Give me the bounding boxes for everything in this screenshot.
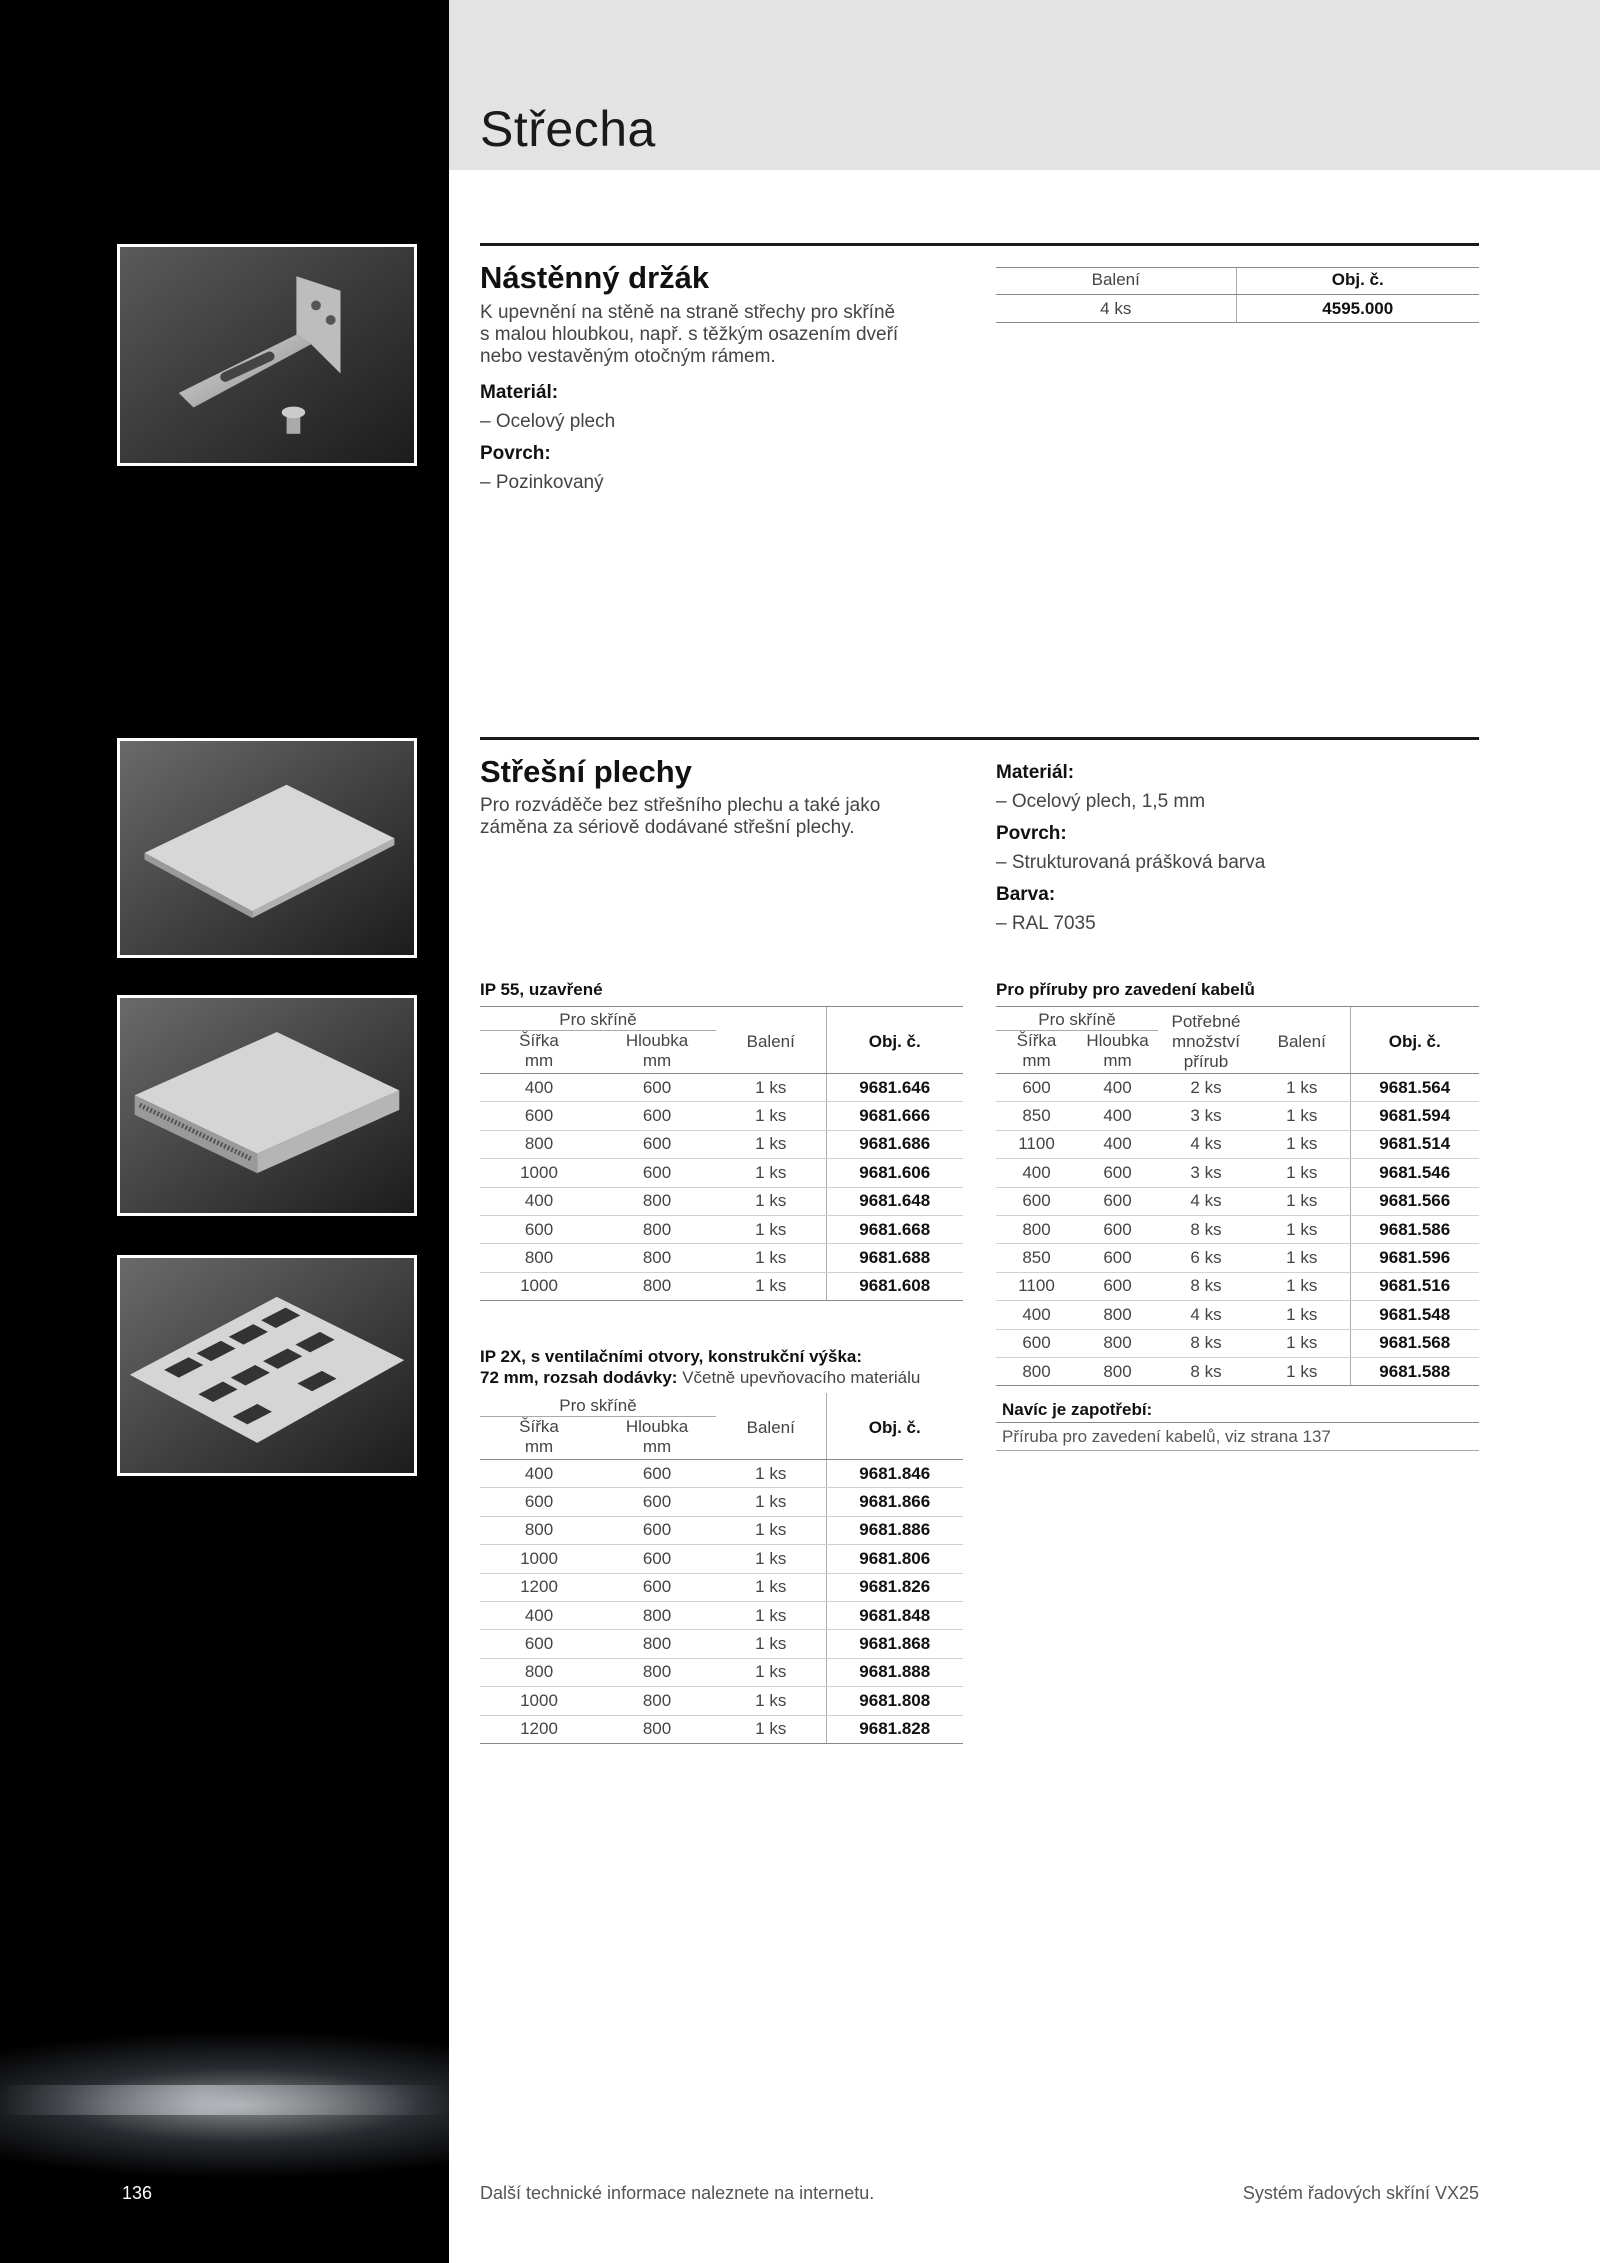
flanges-cell-width: 1100	[996, 1130, 1077, 1158]
ip55-cell-packaging: 1 ks	[716, 1074, 826, 1102]
ip55-col-order: Obj. č.	[826, 1007, 963, 1074]
ip2x-cell-depth: 600	[598, 1460, 716, 1488]
ip55-cell-order: 9681.688	[826, 1244, 963, 1272]
ip2x-cell-width: 600	[480, 1488, 598, 1516]
ip2x-cell-order: 9681.806	[826, 1545, 963, 1573]
ip55-cell-order: 9681.648	[826, 1187, 963, 1215]
flanges-cell-qty: 4 ks	[1158, 1187, 1254, 1215]
flanges-cell-depth: 400	[1077, 1130, 1158, 1158]
flanges-table-body	[996, 1074, 1479, 1386]
table-row	[996, 1215, 1479, 1243]
table-row	[480, 1573, 963, 1601]
flanges-col-depth-unit: mm	[1103, 1051, 1132, 1070]
ip2x-cell-packaging: 1 ks	[716, 1658, 826, 1686]
flanges-cell-packaging: 1 ks	[1254, 1301, 1350, 1329]
wall-bracket-title: Nástěnný držák	[480, 260, 710, 295]
ip55-cell-width: 600	[480, 1215, 598, 1243]
flanges-col-packaging: Balení	[1254, 1007, 1350, 1074]
flanges-cell-qty: 8 ks	[1158, 1215, 1254, 1243]
ip2x-cell-depth: 800	[598, 1687, 716, 1715]
ip2x-cell-depth: 800	[598, 1715, 716, 1743]
table-row	[480, 1272, 963, 1300]
roof-plates-description: Pro rozváděče bez střešního plechu a také jako záměna za sériově dodávané střešní plechy.	[480, 795, 881, 838]
flanges-cell-qty: 8 ks	[1158, 1272, 1254, 1300]
ip2x-cell-width: 400	[480, 1460, 598, 1488]
table-row	[480, 1687, 963, 1715]
table-row	[996, 1357, 1479, 1385]
ip55-cell-packaging: 1 ks	[716, 1159, 826, 1187]
ip55-col-width-unit: mm	[524, 1051, 554, 1070]
section-rule-roof-plates	[480, 737, 1479, 740]
flanges-cell-width: 800	[996, 1215, 1077, 1243]
table-row	[996, 295, 1479, 323]
ip2x-col-depth	[598, 1417, 716, 1460]
table-row	[996, 1329, 1479, 1357]
page-number: 136	[122, 2183, 153, 2203]
table-row	[480, 1601, 963, 1629]
ip55-cell-depth: 800	[598, 1187, 716, 1215]
ip55-cell-depth: 600	[598, 1102, 716, 1130]
flanges-col-depth	[1077, 1031, 1158, 1074]
ip2x-title-line2-bold: 72 mm, rozsah dodávky:	[480, 1368, 678, 1387]
ip2x-cell-width: 1000	[480, 1545, 598, 1573]
roof-plates-surface-label: Povrch:	[996, 823, 1067, 844]
flanges-cell-depth: 800	[1077, 1357, 1158, 1385]
table-row	[480, 1545, 963, 1573]
ip2x-cell-depth: 600	[598, 1516, 716, 1544]
table-row	[480, 1488, 963, 1516]
flanges-cell-qty: 3 ks	[1158, 1102, 1254, 1130]
footer-right-text: Systém řadových skříní VX25	[1242, 2183, 1479, 2203]
roof-plates-specs	[996, 758, 1265, 941]
ip55-cell-packaging: 1 ks	[716, 1187, 826, 1215]
table-row	[996, 1102, 1479, 1130]
flanges-cell-width: 850	[996, 1102, 1077, 1130]
ip55-cell-packaging: 1 ks	[716, 1244, 826, 1272]
flanges-table	[996, 1006, 1479, 1386]
flanges-cell-depth: 600	[1077, 1272, 1158, 1300]
table-row	[996, 1301, 1479, 1329]
flanges-cell-width: 1100	[996, 1272, 1077, 1300]
flanges-cell-packaging: 1 ks	[1254, 1159, 1350, 1187]
ip2x-cell-packaging: 1 ks	[716, 1545, 826, 1573]
table-row	[480, 1244, 963, 1272]
ip55-cell-packaging: 1 ks	[716, 1130, 826, 1158]
ip2x-col-width-label: Šířka	[519, 1417, 559, 1436]
ip55-cell-order: 9681.686	[826, 1130, 963, 1158]
wall-bracket-surface-label: Povrch:	[480, 443, 551, 464]
table-row	[480, 1630, 963, 1658]
flanges-cell-width: 400	[996, 1301, 1077, 1329]
flanges-cell-width: 400	[996, 1159, 1077, 1187]
ip2x-plate-photo	[117, 1255, 417, 1476]
ip55-cell-packaging: 1 ks	[716, 1215, 826, 1243]
ip2x-cell-packaging: 1 ks	[716, 1687, 826, 1715]
flanges-note-link[interactable]: Příruba pro zavedení kabelů, viz strana 137	[996, 1423, 1479, 1451]
ip55-plate-photo	[117, 995, 417, 1216]
table-row	[480, 1159, 963, 1187]
ip2x-title	[480, 1346, 920, 1388]
flanges-cell-order: 9681.588	[1350, 1357, 1479, 1385]
ip2x-cell-width: 400	[480, 1601, 598, 1629]
ip55-cell-width: 600	[480, 1102, 598, 1130]
table-row	[480, 1516, 963, 1544]
flanges-cell-order: 9681.594	[1350, 1102, 1479, 1130]
ip55-cell-width: 800	[480, 1130, 598, 1158]
roof-plates-surface-value: – Strukturovaná prášková barva	[996, 852, 1266, 873]
flanges-col-order: Obj. č.	[1350, 1007, 1479, 1074]
flanges-cell-depth: 600	[1077, 1215, 1158, 1243]
flanges-cell-qty: 6 ks	[1158, 1244, 1254, 1272]
ip55-cell-width: 400	[480, 1187, 598, 1215]
ip55-cell-depth: 800	[598, 1272, 716, 1300]
ip55-group-header: Pro skříně	[480, 1007, 716, 1031]
table-row	[480, 1658, 963, 1686]
ip2x-cell-packaging: 1 ks	[716, 1488, 826, 1516]
ip55-cell-order: 9681.668	[826, 1215, 963, 1243]
ip2x-cell-width: 800	[480, 1516, 598, 1544]
ip55-cell-width: 400	[480, 1074, 598, 1102]
flanges-col-qty-l1: Potřebné	[1171, 1011, 1241, 1031]
flanges-col-width-unit: mm	[1022, 1051, 1051, 1070]
ip55-cell-depth: 800	[598, 1215, 716, 1243]
table-row	[480, 1130, 963, 1158]
ip55-table	[480, 1006, 963, 1301]
flanges-cell-packaging: 1 ks	[1254, 1187, 1350, 1215]
ip55-cell-packaging: 1 ks	[716, 1102, 826, 1130]
ip2x-cell-width: 1200	[480, 1715, 598, 1743]
ip2x-cell-depth: 800	[598, 1630, 716, 1658]
flanges-cell-depth: 400	[1077, 1074, 1158, 1102]
ip2x-cell-packaging: 1 ks	[716, 1715, 826, 1743]
wall-bracket-surface-value: – Pozinkovaný	[480, 472, 604, 493]
flanges-cell-packaging: 1 ks	[1254, 1272, 1350, 1300]
flanges-col-qty	[1158, 1007, 1254, 1074]
flanges-cell-packaging: 1 ks	[1254, 1357, 1350, 1385]
flanges-cell-order: 9681.516	[1350, 1272, 1479, 1300]
footer-left-text: Další technické informace naleznete na internetu.	[480, 2183, 875, 2203]
flanges-cell-width: 800	[996, 1357, 1077, 1385]
ip2x-title-line2-light: Včetně upevňovacího materiálu	[677, 1368, 921, 1387]
ip2x-cell-packaging: 1 ks	[716, 1601, 826, 1629]
ip2x-group-header: Pro skříně	[480, 1393, 716, 1417]
ip55-cell-depth: 600	[598, 1130, 716, 1158]
ip55-cell-width: 1000	[480, 1272, 598, 1300]
ip2x-col-width-unit: mm	[524, 1437, 554, 1456]
flanges-cell-packaging: 1 ks	[1254, 1329, 1350, 1357]
table-row	[996, 1187, 1479, 1215]
flanges-cell-order: 9681.568	[1350, 1329, 1479, 1357]
wall-bracket-specs	[480, 378, 615, 500]
flanges-cell-depth: 600	[1077, 1187, 1158, 1215]
ip2x-cell-packaging: 1 ks	[716, 1630, 826, 1658]
ip2x-cell-depth: 600	[598, 1545, 716, 1573]
wall-bracket-photo	[117, 244, 417, 466]
flanges-cell-depth: 800	[1077, 1301, 1158, 1329]
flanges-title: Pro příruby pro zavedení kabelů	[996, 980, 1255, 999]
table-row	[996, 1130, 1479, 1158]
table-row	[480, 1460, 963, 1488]
flanges-cell-qty: 3 ks	[1158, 1159, 1254, 1187]
ip2x-col-width	[480, 1417, 598, 1460]
roof-plate-photo	[117, 738, 417, 958]
ip55-cell-depth: 600	[598, 1074, 716, 1102]
flanges-cell-packaging: 1 ks	[1254, 1102, 1350, 1130]
ip2x-cell-order: 9681.888	[826, 1658, 963, 1686]
ip2x-table-body	[480, 1460, 963, 1744]
table-row	[480, 1715, 963, 1743]
table-row	[480, 1074, 963, 1102]
ip2x-cell-packaging: 1 ks	[716, 1573, 826, 1601]
roof-plates-material-value: – Ocelový plech, 1,5 mm	[996, 791, 1206, 812]
roof-plates-material-label: Materiál:	[996, 762, 1075, 783]
ip2x-cell-width: 800	[480, 1658, 598, 1686]
flanges-group-header: Pro skříně	[996, 1007, 1158, 1031]
flanges-col-width-label: Šířka	[1016, 1031, 1057, 1050]
ip2x-cell-order: 9681.808	[826, 1687, 963, 1715]
ip55-cell-order: 9681.608	[826, 1272, 963, 1300]
ip55-cell-width: 800	[480, 1244, 598, 1272]
table-row	[996, 1074, 1479, 1102]
ip2x-cell-depth: 600	[598, 1573, 716, 1601]
wall-bracket-table	[996, 267, 1479, 323]
ip2x-cell-depth: 600	[598, 1488, 716, 1516]
flanges-cell-order: 9681.546	[1350, 1159, 1479, 1187]
ip2x-title-line1: IP 2X, s ventilačními otvory, konstrukční výška:	[480, 1347, 863, 1366]
ip55-col-depth	[598, 1031, 716, 1074]
ip55-col-width	[480, 1031, 598, 1074]
wall-bracket-description: K upevnění na stěně na straně střechy pro skříně s malou hloubkou, např. s těžkým osazením dveří nebo vestavěným otočným rámem.	[480, 302, 899, 367]
ip2x-cell-order: 9681.868	[826, 1630, 963, 1658]
wall-bracket-material-label: Materiál:	[480, 382, 559, 403]
flanges-col-depth-label: Hloubka	[1086, 1031, 1149, 1050]
ip55-cell-packaging: 1 ks	[716, 1272, 826, 1300]
flanges-cell-order: 9681.564	[1350, 1074, 1479, 1102]
flanges-cell-width: 850	[996, 1244, 1077, 1272]
flanges-cell-order: 9681.596	[1350, 1244, 1479, 1272]
wall-bracket-col-packaging: Balení	[996, 268, 1236, 295]
roof-plates-color-label: Barva:	[996, 884, 1056, 905]
flanges-cell-qty: 8 ks	[1158, 1357, 1254, 1385]
ip55-cell-order: 9681.666	[826, 1102, 963, 1130]
page-title: Střecha	[480, 101, 656, 157]
table-row	[996, 1272, 1479, 1300]
wall-bracket-cell-order: 4595.000	[1236, 295, 1479, 323]
flanges-cell-width: 600	[996, 1187, 1077, 1215]
table-row	[996, 1244, 1479, 1272]
flanges-cell-packaging: 1 ks	[1254, 1215, 1350, 1243]
section-rule-wall-bracket	[480, 243, 1479, 246]
sidebar-light-streak	[0, 2085, 449, 2115]
flanges-col-width	[996, 1031, 1077, 1074]
ip55-table-body	[480, 1074, 963, 1301]
table-row	[996, 1159, 1479, 1187]
flanges-cell-depth: 600	[1077, 1244, 1158, 1272]
ip2x-cell-depth: 800	[598, 1658, 716, 1686]
flanges-cell-order: 9681.586	[1350, 1215, 1479, 1243]
ip55-col-width-label: Šířka	[519, 1031, 559, 1050]
ip55-cell-width: 1000	[480, 1159, 598, 1187]
ip2x-cell-order: 9681.846	[826, 1460, 963, 1488]
flanges-cell-packaging: 1 ks	[1254, 1244, 1350, 1272]
ip2x-col-depth-unit: mm	[642, 1437, 672, 1456]
ip55-col-packaging: Balení	[716, 1007, 826, 1074]
flanges-cell-qty: 8 ks	[1158, 1329, 1254, 1357]
flanges-cell-order: 9681.514	[1350, 1130, 1479, 1158]
ip55-cell-order: 9681.646	[826, 1074, 963, 1102]
wall-bracket-cell-packaging: 4 ks	[996, 295, 1236, 323]
table-row	[480, 1187, 963, 1215]
ip55-col-depth-unit: mm	[642, 1051, 672, 1070]
ip55-cell-depth: 800	[598, 1244, 716, 1272]
roof-plates-color-value: – RAL 7035	[996, 913, 1096, 934]
flanges-cell-packaging: 1 ks	[1254, 1130, 1350, 1158]
flanges-cell-depth: 600	[1077, 1159, 1158, 1187]
ip2x-cell-packaging: 1 ks	[716, 1516, 826, 1544]
ip2x-col-depth-label: Hloubka	[625, 1417, 689, 1436]
ip2x-cell-width: 1000	[480, 1687, 598, 1715]
flanges-cell-width: 600	[996, 1074, 1077, 1102]
flanges-col-qty-l3: přírub	[1183, 1051, 1229, 1071]
ip2x-col-packaging: Balení	[716, 1393, 826, 1460]
roof-plates-title: Střešní plechy	[480, 754, 692, 789]
ip2x-cell-order: 9681.886	[826, 1516, 963, 1544]
ip2x-cell-depth: 800	[598, 1601, 716, 1629]
ip55-cell-depth: 600	[598, 1159, 716, 1187]
wall-bracket-col-order: Obj. č.	[1236, 268, 1479, 295]
flanges-cell-qty: 4 ks	[1158, 1130, 1254, 1158]
table-row	[480, 1102, 963, 1130]
ip2x-cell-width: 600	[480, 1630, 598, 1658]
ip2x-cell-order: 9681.828	[826, 1715, 963, 1743]
flanges-cell-qty: 4 ks	[1158, 1301, 1254, 1329]
flanges-cell-packaging: 1 ks	[1254, 1074, 1350, 1102]
wall-bracket-material-value: – Ocelový plech	[480, 411, 616, 432]
flanges-col-qty-l2: množství	[1171, 1031, 1241, 1051]
ip55-title: IP 55, uzavřené	[480, 980, 603, 999]
ip2x-cell-order: 9681.866	[826, 1488, 963, 1516]
ip2x-cell-width: 1200	[480, 1573, 598, 1601]
ip2x-cell-order: 9681.826	[826, 1573, 963, 1601]
flanges-cell-depth: 800	[1077, 1329, 1158, 1357]
ip2x-col-order: Obj. č.	[826, 1393, 963, 1460]
flanges-note-label: Navíc je zapotřebí:	[996, 1397, 1479, 1423]
ip55-cell-order: 9681.606	[826, 1159, 963, 1187]
flanges-cell-qty: 2 ks	[1158, 1074, 1254, 1102]
flanges-cell-depth: 400	[1077, 1102, 1158, 1130]
ip55-col-depth-label: Hloubka	[625, 1031, 689, 1050]
flanges-cell-order: 9681.548	[1350, 1301, 1479, 1329]
ip2x-table	[480, 1393, 963, 1744]
flanges-cell-width: 600	[996, 1329, 1077, 1357]
table-row	[480, 1215, 963, 1243]
ip2x-cell-order: 9681.848	[826, 1601, 963, 1629]
flanges-cell-order: 9681.566	[1350, 1187, 1479, 1215]
ip2x-cell-packaging: 1 ks	[716, 1460, 826, 1488]
